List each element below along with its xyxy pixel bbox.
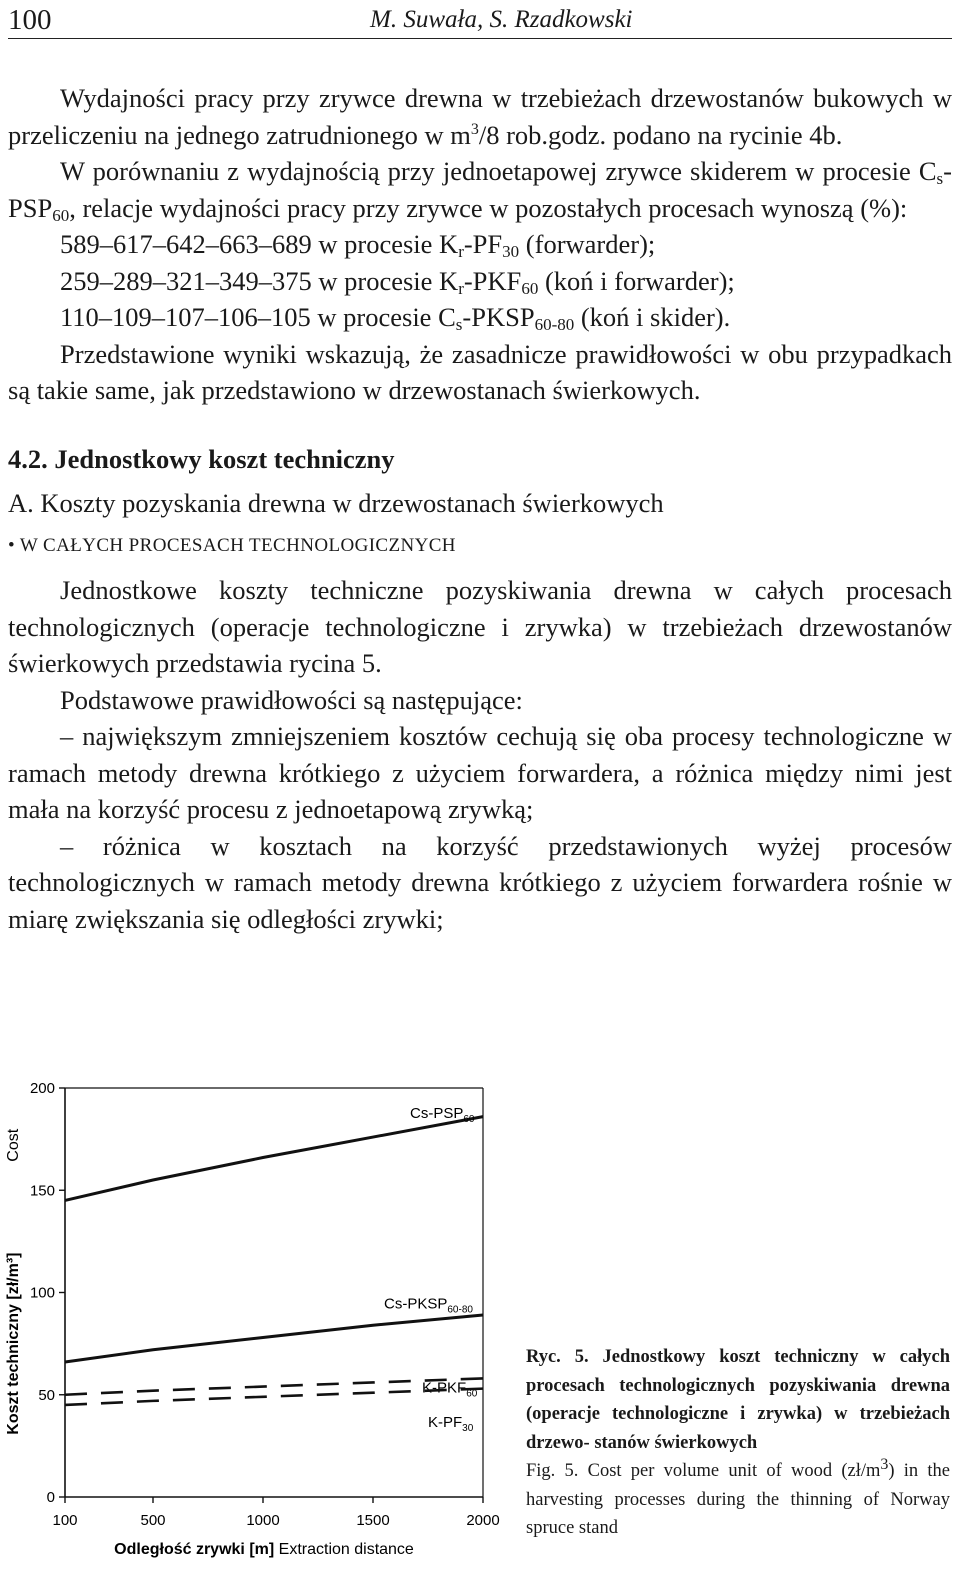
paragraph-regularities: Podstawowe prawidłowości są następujące: bbox=[60, 684, 523, 715]
y-tick-label: 0 bbox=[46, 1489, 55, 1506]
caption-english: Fig. 5. Cost per volume unit of wood $(zł/m^3)$ in the harvesting processes during the thinning of Norway spruce stand bbox=[526, 1455, 950, 1538]
paragraph-comparison: W porównaniu z wydajnością przy jednoetapowej zrywce skiderem w procesie $C_s-PSP_{60}$, relacje wydajności pracy przy zrywce w pozostałych procesach wynoszą (%): bbox=[8, 156, 952, 225]
x-tick-label: 100 bbox=[52, 1512, 78, 1529]
bullet-heading: • W CAŁYCH PROCESACH TECHNOLOGICZNYCH bbox=[8, 534, 456, 556]
paragraph-conclusion: Przedstawione wyniki wskazują, że zasadnicze prawidłowości w obu przypadkach są takie same, jak przedstawiono w drzewostanach świerkowych. bbox=[8, 338, 952, 405]
paragraph-unit-costs: Jednostkowe koszty techniczne pozyskiwania drewna w całych procesach technologicznych (operacje technologiczne i zrywka) w trzebieżach drzewostanów świerkowych przedstawia rycina 5. bbox=[8, 575, 952, 678]
series-label-2: $Cs-PKSP_{60-80}$ bbox=[384, 1295, 473, 1316]
paragraph-dash-1: – największym zmniejszeniem kosztów cechują się oba procesy technologiczne w ramach metody drewna krótkiego z użyciem forwardera, a różnica między nimi jest mała na korzyść procesu z jednoetapową zrywką; bbox=[8, 721, 952, 824]
series-label-3: $K-PKF_{60}$ bbox=[422, 1379, 478, 1400]
formula-line-forwarder: 589–617–642–663–689 w procesie $K_r-PF_{30}$ (forwarder); bbox=[60, 229, 656, 261]
article-body bbox=[8, 80, 952, 937]
formula-line-horse-forwarder: 259–289–321–349–375 w procesie $K_r-PKF_{60}$ (koń i forwarder); bbox=[60, 265, 735, 298]
y-tick-label: 150 bbox=[29, 1182, 55, 1200]
series-line-2 bbox=[65, 1315, 483, 1362]
series-line-3 bbox=[65, 1378, 483, 1394]
x-axis-label: Odległość zrywki [m] Extraction distance bbox=[114, 1541, 414, 1558]
x-tick-label: 500 bbox=[140, 1512, 166, 1529]
y-tick-label: 200 bbox=[29, 1080, 55, 1097]
paragraph-productivity: Wydajności pracy przy zrywce drewna w trzebieżach drzewostanów bukowych w przeliczeniu na jednego zatrudnionego w $m^3/8$ rob.godz. podano na rycinie 4b. bbox=[8, 83, 952, 150]
y-tick-label: 100 bbox=[29, 1284, 55, 1302]
figure-5-chart bbox=[0, 1070, 520, 1570]
caption-polish: Ryc. 5. Jednostkowy koszt techniczny w całych procesach technologicznych pozyskiwania drewna (operacje technologiczne i zrywka) w trzebieżach drzewo- stanów świerkowych bbox=[526, 1347, 950, 1453]
section-heading: 4.2. Jednostkowy koszt techniczny bbox=[8, 443, 395, 474]
paragraph-dash-2: – różnica w kosztach na korzyść przedstawionych wyżej procesów technologicznych w ramach metody drewna krótkiego z użyciem forwardera rośnie w miarę zwiększania się odległości zrywki; bbox=[8, 830, 952, 934]
x-tick-label: 1500 bbox=[356, 1512, 390, 1529]
figure-caption bbox=[526, 1343, 950, 1543]
x-tick-label: 1000 bbox=[246, 1512, 280, 1529]
y-tick-label: 50 bbox=[38, 1386, 55, 1404]
series-line-1 bbox=[65, 1117, 483, 1201]
series-line-4 bbox=[65, 1389, 483, 1405]
y-axis-sublabel: Cost bbox=[5, 1128, 22, 1162]
series-label-1: $Cs-PSP_{60}$ bbox=[410, 1104, 475, 1125]
formula-line-horse-skider: 110–109–107–106–105 w procesie $C_s-PKSP_{60-80}$ (koń i skider). bbox=[60, 302, 731, 334]
running-head-authors: M. Suwała, S. Rzadkowski bbox=[370, 6, 633, 33]
page-number: 100 bbox=[8, 4, 52, 36]
chart-svg bbox=[0, 1070, 520, 1570]
subheading: A. Koszty pozyskania drewna w drzewostanach świerkowych bbox=[8, 488, 664, 518]
x-tick-label: 2000 bbox=[466, 1512, 500, 1529]
page-header bbox=[8, 2, 952, 39]
y-axis-label: Koszt techniczny [zł/m³] bbox=[5, 1252, 22, 1435]
series-label-4: $K-PF_{30}$ bbox=[428, 1413, 474, 1434]
